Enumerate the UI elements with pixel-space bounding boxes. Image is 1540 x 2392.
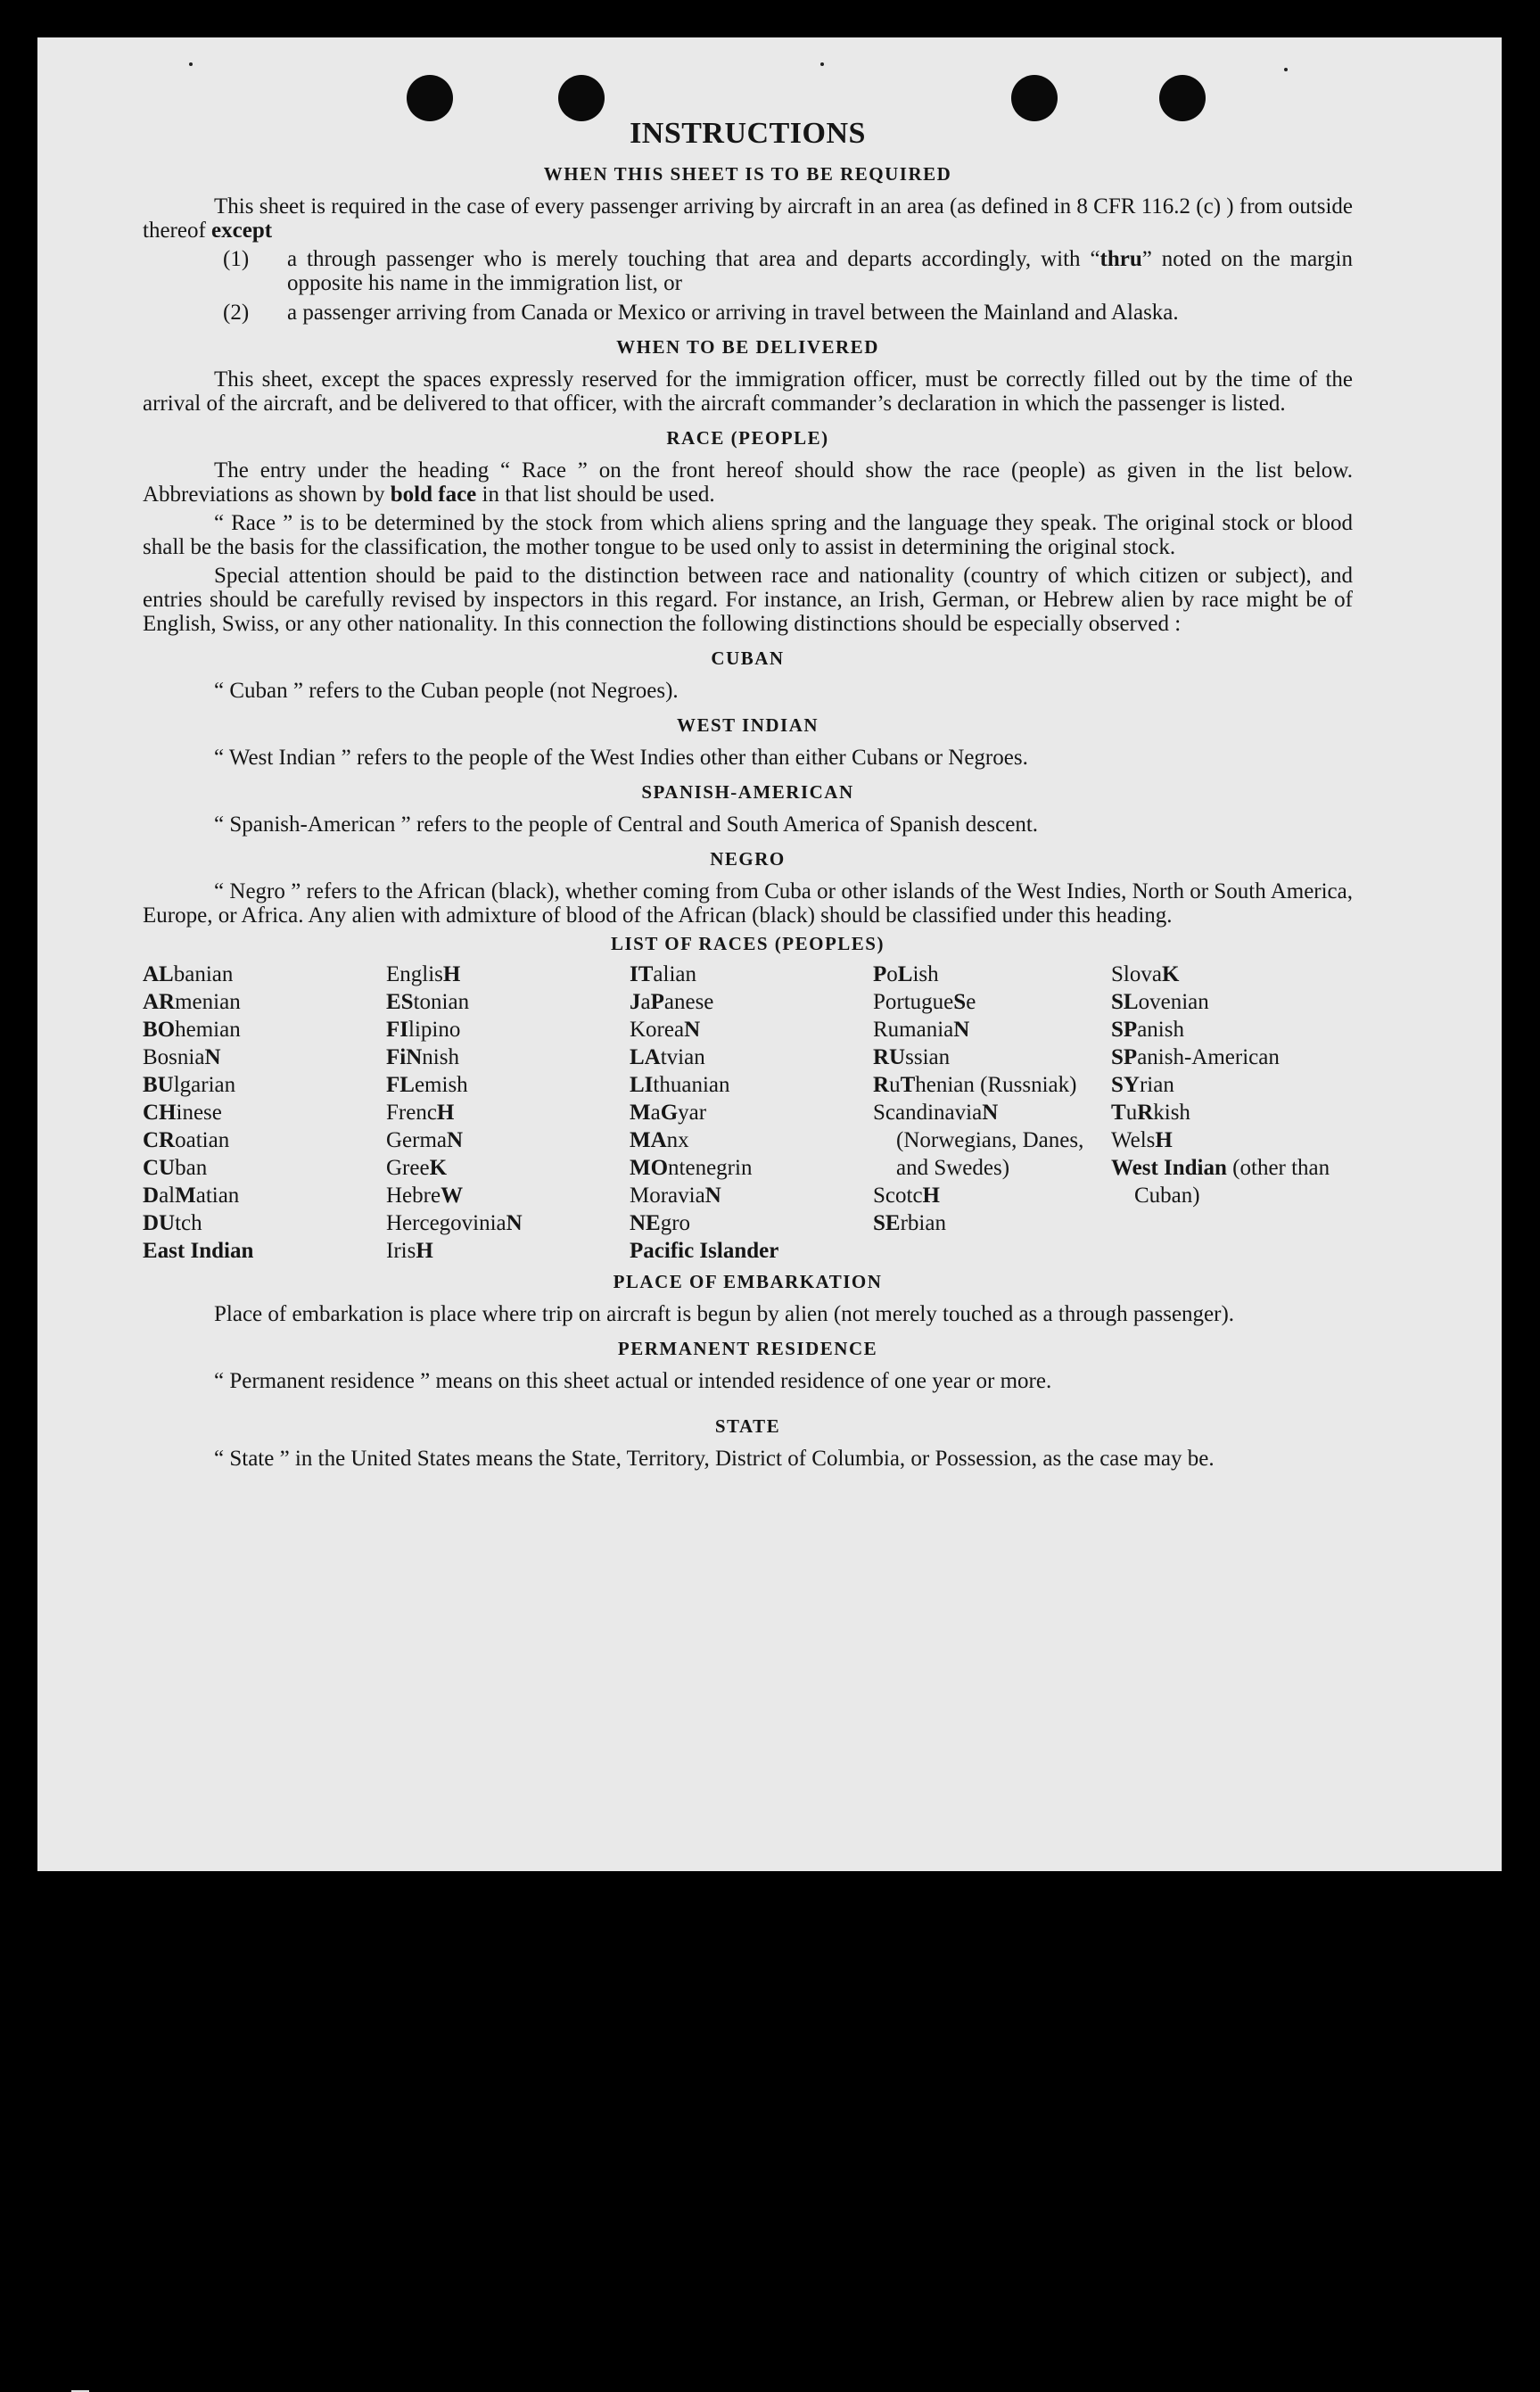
section-heading-spanish-american: SPANISH-AMERICAN <box>641 781 854 803</box>
race-entry <box>630 1071 873 1099</box>
item-number: (2) <box>223 301 250 325</box>
race-entry-part: SP <box>1111 1045 1138 1069</box>
race-entry-part: Moravia <box>630 1184 705 1208</box>
punch-hole <box>1159 75 1206 121</box>
race-entry-part: FiN <box>386 1045 423 1069</box>
section-heading-delivered: WHEN TO BE DELIVERED <box>616 336 879 358</box>
race-entry-part: M <box>630 1101 651 1125</box>
race-entry-part: P <box>650 990 664 1014</box>
race-entry-part: RU <box>873 1045 906 1069</box>
speck <box>820 62 824 66</box>
punch-hole <box>407 75 453 121</box>
race-entry-part: FL <box>386 1073 415 1097</box>
race-entry-part: rbian <box>900 1211 946 1235</box>
race-entry-part: AL <box>143 962 174 986</box>
race-entry <box>873 1209 1111 1237</box>
section-heading-list-of-races: LIST OF RACES (PEOPLES) <box>611 933 885 954</box>
race-entry-part: L <box>897 962 913 986</box>
race-entry-part: MA <box>630 1128 667 1152</box>
race-entry <box>143 988 386 1016</box>
race-entry-part: nish <box>422 1045 459 1069</box>
race-entry <box>1111 1043 1353 1071</box>
race-entry-part: kish <box>1153 1101 1190 1125</box>
race-entry-part: Wels <box>1111 1128 1156 1152</box>
item-number: (1) <box>223 247 250 271</box>
race-entry-part: D <box>143 1184 160 1208</box>
race-entry-part: NE <box>630 1211 661 1235</box>
race-entry-part: u <box>1125 1101 1138 1125</box>
race-entry <box>630 1099 873 1126</box>
race-entry <box>386 1182 630 1209</box>
race-entry-part: (other than Cuban) <box>1134 1156 1330 1208</box>
race-entry-part: N <box>704 1184 721 1208</box>
race-entry <box>386 1209 630 1237</box>
section-heading-embarkation: PLACE OF EMBARKATION <box>613 1271 883 1292</box>
item-text <box>287 247 1353 295</box>
race-entry-part: a <box>650 1101 661 1125</box>
race-entry-part: ban <box>175 1156 208 1180</box>
race-entry-part: o <box>886 962 898 986</box>
race-entry-part: henian (Russniak) <box>915 1073 1077 1097</box>
race-entry-part: CR <box>143 1128 176 1152</box>
west-indian-text: “ West Indian ” refers to the people of the West Indies other than either Cubans or Negroes. <box>214 746 1028 770</box>
item-text-bold: thru <box>1099 247 1142 271</box>
race-entry-part: (Norwegians, Danes, and Swedes) <box>896 1128 1084 1180</box>
race-entry-part: oatian <box>175 1128 230 1152</box>
race-entry-part: S <box>953 990 967 1014</box>
race-entry <box>873 961 1111 988</box>
race-entry-part: SE <box>873 1211 901 1235</box>
race-entry <box>386 1043 630 1071</box>
race-entry-part: Portugue <box>873 990 954 1014</box>
race-entry-part: IT <box>630 962 654 986</box>
race-entry-part: Pacific Islander <box>630 1239 779 1263</box>
races-column <box>143 961 386 1265</box>
race-p1-bold: bold face <box>390 483 477 507</box>
race-entry-part: u <box>889 1073 901 1097</box>
race-entry-part: CU <box>143 1156 176 1180</box>
race-entry <box>630 1043 873 1071</box>
race-entry <box>386 961 630 988</box>
race-entry <box>143 1099 386 1126</box>
speck <box>189 62 193 66</box>
race-entry-part: K <box>429 1156 448 1180</box>
section-heading-west-indian: WEST INDIAN <box>676 714 819 736</box>
race-entry-part: anese <box>663 990 714 1014</box>
race-entry-part: hemian <box>175 1018 241 1042</box>
races-column <box>630 961 873 1265</box>
race-p1-a: The entry under the heading “ Race ” on the front hereof should show the race (people) as given in the list below. Abbreviations as shown by <box>143 458 1353 507</box>
race-entry-part: BO <box>143 1018 176 1042</box>
race-entry-part: Slova <box>1111 962 1162 986</box>
race-entry-part: banian <box>173 962 234 986</box>
race-entry-part: ES <box>386 990 414 1014</box>
race-entry-part: N <box>506 1211 523 1235</box>
race-entry <box>143 1182 386 1209</box>
race-entry-part: N <box>982 1101 999 1125</box>
race-entry-part: Rumania <box>873 1018 954 1042</box>
race-entry-part: Scotc <box>873 1184 923 1208</box>
race-entry-part: lgarian <box>173 1073 236 1097</box>
punch-hole <box>1011 75 1058 121</box>
race-entry-part: anish <box>1137 1018 1184 1042</box>
race-entry <box>873 1043 1111 1071</box>
residence-text: “ Permanent residence ” means on this sheet actual or intended residence of one year or more. <box>214 1369 1052 1393</box>
race-entry <box>630 1126 873 1154</box>
race-entry-part: thuanian <box>653 1073 730 1097</box>
race-entry-part: P <box>873 962 887 986</box>
race-entry <box>630 1154 873 1182</box>
race-entry-part: tvian <box>660 1045 705 1069</box>
spanish-american-text: “ Spanish-American ” refers to the people of Central and South America of Spanish descent. <box>214 812 1039 837</box>
race-entry <box>630 1237 873 1265</box>
required-intro <box>143 194 1353 243</box>
race-entry-part: J <box>630 990 641 1014</box>
required-intro-bold: except <box>211 219 273 243</box>
race-entry-part: BU <box>143 1073 174 1097</box>
race-entry-part: al <box>159 1184 176 1208</box>
race-entry-part: gro <box>660 1211 691 1235</box>
race-entry-part: Bosnia <box>143 1045 205 1069</box>
race-entry-part: DU <box>143 1211 176 1235</box>
race-entry-part: H <box>442 962 461 986</box>
races-column <box>386 961 630 1265</box>
race-entry-part: lipino <box>408 1018 461 1042</box>
race-entry <box>873 988 1111 1016</box>
state-text: “ State ” in the United States means the State, Territory, District of Columbia, or Possession, as the case may be. <box>214 1447 1215 1471</box>
race-entry <box>1111 1154 1353 1209</box>
race-entry-part: M <box>175 1184 196 1208</box>
race-entry <box>873 1016 1111 1043</box>
race-entry-part: Hercegovinia <box>386 1211 506 1235</box>
embarkation-text: Place of embarkation is place where trip on aircraft is begun by alien (not merely touched as a through passenger). <box>214 1302 1235 1326</box>
race-entry-part: AR <box>143 990 176 1014</box>
race-entry-part: emish <box>414 1073 468 1097</box>
negro-text: “ Negro ” refers to the African (black), whether coming from Cuba or other islands of the West Indies, North or South America, Europe, or Africa. Any alien with admixture of blood of the African (black) should be classified under this heading. <box>143 879 1353 928</box>
race-entry <box>630 1016 873 1043</box>
race-entry <box>1111 1016 1353 1043</box>
race-entry <box>143 1209 386 1237</box>
race-entry-part: Gree <box>386 1156 430 1180</box>
race-paragraph-3: Special attention should be paid to the distinction between race and nationality (country of which citizen or subject), and entries should be carefully revised by inspectors in this regard. For instance, an Irish, German, or Hebrew alien by race might be of English, Swiss, or any other nationality. In this connection the following distinctions should be especially observed : <box>143 564 1353 636</box>
race-entry-part: G <box>660 1101 679 1125</box>
race-entry <box>386 1237 630 1265</box>
race-entry-part: Iris <box>386 1239 416 1263</box>
section-heading-residence: PERMANENT RESIDENCE <box>617 1338 878 1359</box>
race-entry-part: N <box>447 1128 464 1152</box>
race-entry-part: SP <box>1111 1018 1138 1042</box>
race-entry-part: LI <box>630 1073 654 1097</box>
race-entry-part: Englis <box>386 962 443 986</box>
cuban-text: “ Cuban ” refers to the Cuban people (not Negroes). <box>214 679 679 703</box>
race-entry-part: LA <box>630 1045 661 1069</box>
race-entry-part: N <box>684 1018 701 1042</box>
race-entry <box>386 1099 630 1126</box>
race-entry-part: West Indian <box>1111 1156 1227 1180</box>
race-p1-b: in that list should be used. <box>482 483 715 507</box>
item-text: a passenger arriving from Canada or Mexico or arriving in travel between the Mainland and Alaska. <box>287 301 1179 325</box>
section-heading-negro: NEGRO <box>710 848 786 870</box>
race-entry <box>143 961 386 988</box>
race-entry-part: inese <box>176 1101 222 1125</box>
race-entry-part: anish-American <box>1137 1045 1280 1069</box>
section-heading-state: STATE <box>714 1415 781 1437</box>
race-entry-part: alian <box>653 962 696 986</box>
race-entry-part: ish <box>912 962 939 986</box>
races-table <box>143 961 1353 1265</box>
section-heading-cuban: CUBAN <box>711 647 785 669</box>
race-entry-part: FI <box>386 1018 408 1042</box>
race-entry <box>630 961 873 988</box>
race-entry-part: tch <box>175 1211 202 1235</box>
race-entry-part: East Indian <box>143 1239 254 1263</box>
race-entry-part: T <box>1111 1101 1126 1125</box>
list-item <box>143 247 1353 295</box>
race-entry <box>143 1154 386 1182</box>
race-entry <box>143 1126 386 1154</box>
race-entry-part: a <box>640 990 651 1014</box>
race-entry-part: MO <box>630 1156 669 1180</box>
race-entry-part: H <box>922 1184 940 1208</box>
race-paragraph-1 <box>143 458 1353 507</box>
race-entry-part: N <box>204 1045 221 1069</box>
race-entry-part: T <box>900 1073 916 1097</box>
section-heading-required: WHEN THIS SHEET IS TO BE REQUIRED <box>543 163 952 185</box>
race-entry-part: W <box>441 1184 464 1208</box>
speck <box>1284 68 1288 71</box>
race-entry <box>143 1016 386 1043</box>
race-entry-part: rian <box>1139 1073 1174 1097</box>
race-entry-part: CH <box>143 1101 177 1125</box>
race-entry <box>873 1182 1111 1209</box>
race-entry <box>386 988 630 1016</box>
race-entry <box>630 1209 873 1237</box>
race-entry <box>630 988 873 1016</box>
race-entry <box>1111 1126 1353 1154</box>
race-entry <box>386 1071 630 1099</box>
list-item <box>143 301 1353 325</box>
race-entry-part: menian <box>175 990 241 1014</box>
race-entry-part: SL <box>1111 990 1139 1014</box>
race-entry <box>1111 961 1353 988</box>
section-heading-race: RACE (PEOPLE) <box>666 427 829 449</box>
race-entry-part: R <box>1137 1101 1154 1125</box>
race-entry-part: H <box>416 1239 433 1263</box>
race-entry <box>1111 1071 1353 1099</box>
item-text-a: a through passenger who is merely touching that area and departs accordingly, with “ <box>287 247 1100 271</box>
race-entry-part: N <box>953 1018 970 1042</box>
race-entry <box>873 1071 1111 1099</box>
race-entry <box>1111 1099 1353 1126</box>
race-entry-part: e <box>966 990 976 1014</box>
race-entry-part: SY <box>1111 1073 1140 1097</box>
instructions-body <box>143 116 1353 1475</box>
race-entry-part: H <box>436 1101 455 1125</box>
punch-hole <box>558 75 605 121</box>
races-column <box>873 961 1111 1265</box>
race-entry-part: Korea <box>630 1018 685 1042</box>
race-entry <box>1111 988 1353 1016</box>
race-entry-part: ntenegrin <box>668 1156 753 1180</box>
race-entry-part: H <box>1155 1128 1173 1152</box>
race-entry <box>386 1126 630 1154</box>
race-entry-part: R <box>873 1073 890 1097</box>
race-entry <box>143 1237 386 1265</box>
race-entry-part: tonian <box>413 990 470 1014</box>
race-entry-part: Hebre <box>386 1184 441 1208</box>
race-entry-part: K <box>1161 962 1180 986</box>
race-entry <box>386 1154 630 1182</box>
page-title: INSTRUCTIONS <box>630 117 866 150</box>
race-entry <box>873 1099 1111 1182</box>
delivered-text: This sheet, except the spaces expressly reserved for the immigration officer, must be correctly filled out by the time of the arrival of the aircraft, and be delivered to that officer, with the aircraft commander’s declaration in which the passenger is listed. <box>143 367 1353 416</box>
race-paragraph-2: “ Race ” is to be determined by the stock from which aliens spring and the language they speak. The original stock or blood shall be the basis for the classification, the mother tongue to be used only to assist in determining the original stock. <box>143 511 1353 559</box>
race-entry <box>143 1071 386 1099</box>
race-entry-part: Germa <box>386 1128 448 1152</box>
race-entry-part: atian <box>195 1184 240 1208</box>
races-column <box>1111 961 1353 1265</box>
race-entry-part: yar <box>678 1101 707 1125</box>
race-entry <box>143 1043 386 1071</box>
race-entry-part: Scandinavia <box>873 1101 983 1125</box>
race-entry <box>386 1016 630 1043</box>
race-entry-part: ssian <box>905 1045 951 1069</box>
race-entry-part: ovenian <box>1138 990 1209 1014</box>
item-text-b: ” noted on the margin opposite his name in the immigration list, or <box>287 247 1353 295</box>
required-intro-text: This sheet is required in the case of every passenger arriving by aircraft in an area (as defined in 8 CFR 116.2 (c) ) from outside thereof <box>143 194 1353 243</box>
race-entry-part: nx <box>666 1128 689 1152</box>
race-entry-part: Frenc <box>386 1101 437 1125</box>
race-entry <box>630 1182 873 1209</box>
